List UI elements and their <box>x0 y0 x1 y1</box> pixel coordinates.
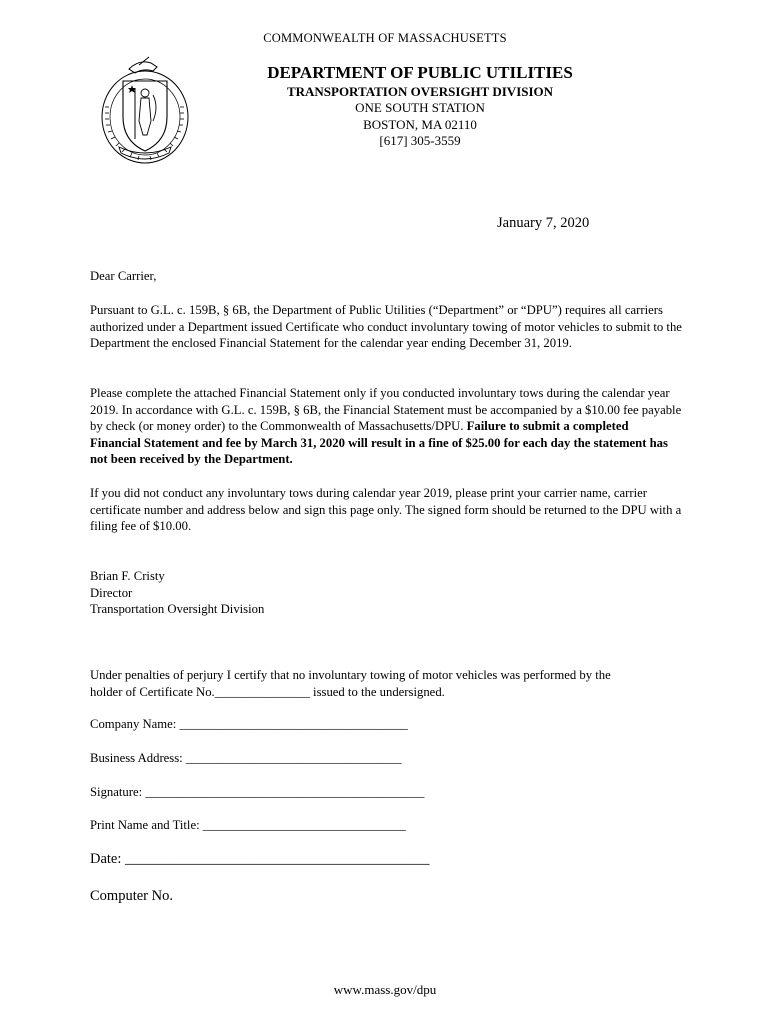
commonwealth-heading: COMMONWEALTH OF MASSACHUSETTS <box>263 31 507 45</box>
signature-field[interactable]: Signature: ____________________________________________ <box>90 785 425 799</box>
salutation: Dear Carrier, <box>90 269 157 283</box>
address-line-2: BOSTON, MA 02110 <box>363 117 477 132</box>
division-title: TRANSPORTATION OVERSIGHT DIVISION <box>286 84 554 99</box>
business-address-field[interactable]: Business Address: __________________________________ <box>90 751 402 765</box>
paragraph-1: Pursuant to G.L. c. 159B, § 6B, the Department of Public Utilities (“Department” or “DPU”) requires all carriers authorized under a Department issued Certificate who conduct involuntary towing of motor vehicles to submit to the Department the enclosed Financial Statement for the calendar year ending December 31, 2019. <box>90 303 682 351</box>
footer-url[interactable]: www.mass.gov/dpu <box>333 982 437 997</box>
certify-line-1: Under penalties of perjury I certify that no involuntary towing of motor vehicles was performed by the <box>90 668 611 682</box>
letter-date: January 7, 2020 <box>497 215 590 231</box>
paragraph-3: If you did not conduct any involuntary tows during calendar year 2019, please print your carrier name, carrier certificate number and address below and sign this page only. The signed form should be returned to the DPU with a filing fee of $10.00. <box>90 486 682 534</box>
print-name-title-field[interactable]: Print Name and Title: ________________________________ <box>90 818 406 832</box>
signer-name: Brian F. Cristy <box>90 569 165 583</box>
address-line-1: ONE SOUTH STATION <box>355 100 485 115</box>
paragraph-2 <box>90 385 682 468</box>
signer-title: Director <box>90 586 133 600</box>
certificate-number-field[interactable]: holder of Certificate No._______________ issued to the undersigned. <box>90 685 445 699</box>
date-field[interactable]: Date: __________________________________________ <box>90 851 430 867</box>
company-name-field[interactable]: Company Name: ____________________________________ <box>90 717 408 731</box>
signer-division: Transportation Oversight Division <box>90 602 265 616</box>
phone-number: [617] 305-3559 <box>379 133 461 148</box>
paragraph-2-bold-warning: Failure to submit a completed Financial Statement and fee by March 31, 2020 will result in a fine of $25.00 for each day the statement has not been received by the Department. <box>90 419 668 467</box>
computer-number-label: Computer No. <box>90 888 173 904</box>
paragraph-2-text: Please complete the attached Financial Statement only if you conducted involuntary tows during the calendar year 2019. In accordance with G.L. c. 159B, § 6B, the Financial Statement must be accompanied by a $10.00 fee payable by check (or money order) to the Commonwealth of Massachusetts/DPU. <box>90 386 682 434</box>
department-title: DEPARTMENT OF PUBLIC UTILITIES <box>267 63 573 82</box>
